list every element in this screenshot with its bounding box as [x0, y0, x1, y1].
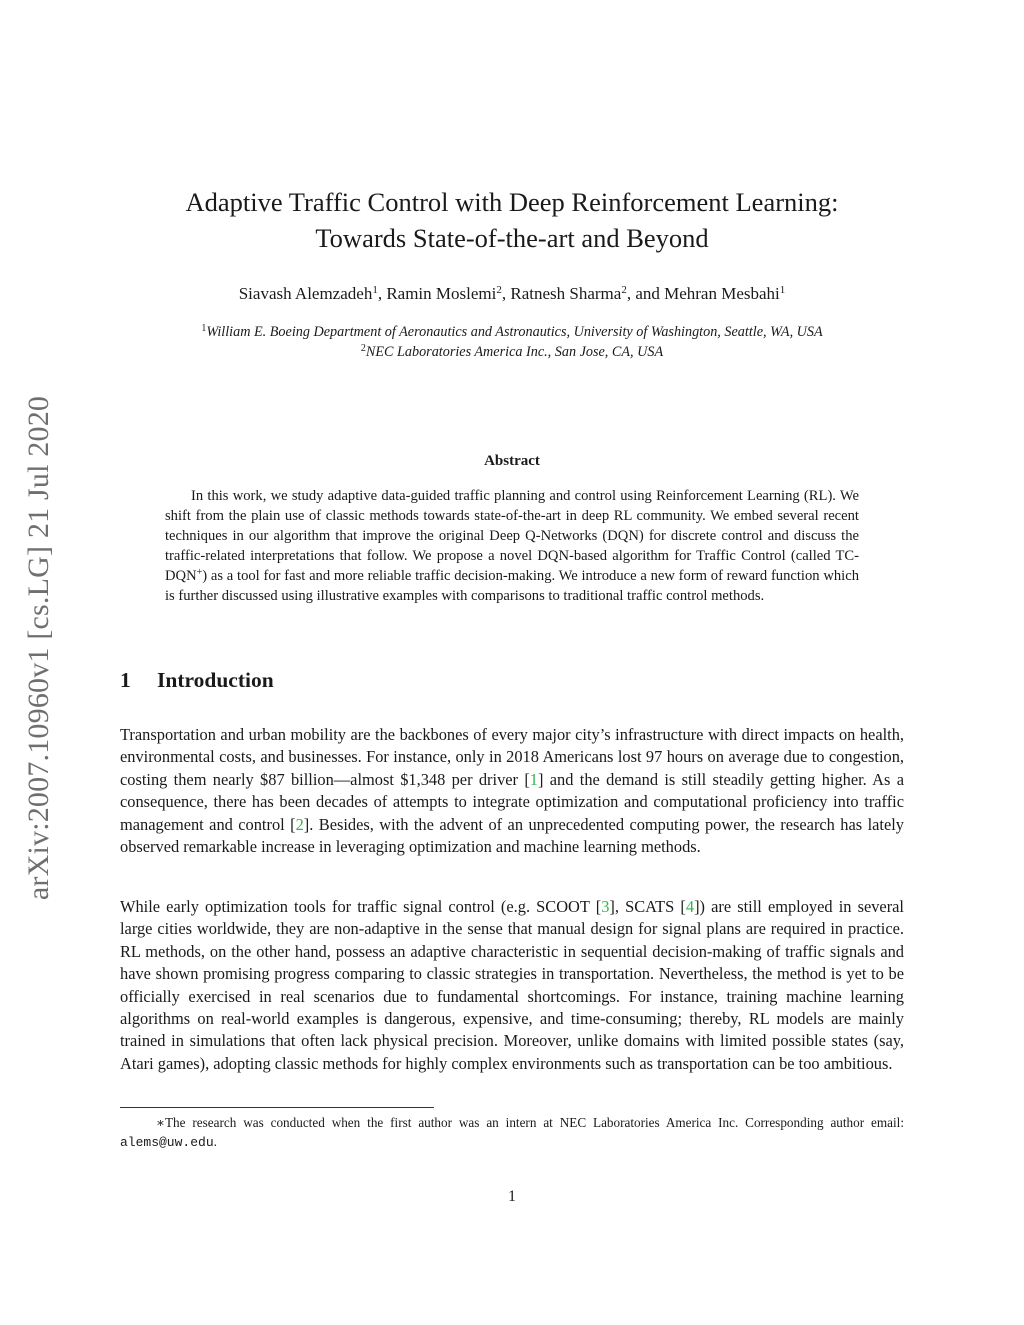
author-name: Ratnesh Sharma	[510, 284, 622, 303]
footnote-marker: ∗	[156, 1115, 165, 1130]
abstract-superscript: +	[196, 567, 203, 578]
paper-title	[120, 184, 904, 256]
body-paragraph	[120, 724, 904, 858]
title-line-1: Adaptive Traffic Control with Deep Reinforcement Learning:	[185, 187, 839, 217]
abstract-text	[165, 486, 859, 606]
citation-link[interactable]: 1	[529, 769, 538, 789]
paragraph-text: ] and the demand is still steadily getting higher. As a consequence, there has been decades of attempts to integrate optimization and computational proficiency into traffic management and control [	[120, 769, 904, 834]
author-name: Siavash Alemzadeh	[238, 284, 373, 303]
abstract-heading: Abstract	[484, 453, 540, 469]
abstract-text-part: In this work, we study adaptive data-guided traffic planning and control using Reinforcement Learning (RL). We shift from the plain use of classic methods towards state-of-the-art in deep RL community. We embed several recent techniques in our algorithm that improve the original Deep Q-Networks (DQN) for discrete control and discuss the traffic-related interpretations that follow. We propose a novel DQN-based algorithm for Traffic Control (called TC-DQN	[165, 488, 859, 584]
author-list	[120, 283, 904, 305]
author-affiliation-mark: 2	[621, 284, 627, 296]
footnote	[120, 1113, 904, 1152]
footnote-email[interactable]: alems@uw.edu	[120, 1135, 214, 1150]
citation-link[interactable]: 3	[601, 897, 610, 916]
footnote-text: The research was conducted when the first author was an intern at NEC Laboratories America Inc. Corresponding author email:	[164, 1115, 904, 1130]
author-separator: ,	[501, 284, 511, 303]
paragraph-text: ]. Besides, with the advent of an unprecedented computing power, the research has lately observed remarkable increase in leveraging optimization and machine learning methods.	[120, 814, 904, 857]
footnote-end: .	[213, 1134, 217, 1149]
title-line-2: Towards State-of-the-art and Beyond	[315, 223, 709, 253]
author-name: Mehran Mesbahi	[664, 284, 780, 303]
section-title: Introduction	[157, 668, 274, 692]
citation-link[interactable]: 2	[295, 814, 304, 834]
affiliation-text: William E. Boeing Department of Aeronautics and Astronautics, University of Washington, Seattle, WA, USA	[206, 324, 823, 340]
paragraph-text: ]) are still employed in several large cities worldwide, they are non-adaptive in the sense that manual design for signal plans are required in practice. RL methods, on the other hand, possess an adaptive characteristic in sequential decision-making of traffic signals and have shown promising progress comparing to classic strategies in transportation. Nevertheless, the method is yet to be officially exercised in real scenarios due to fundamental shortcomings. For instance, training machine learning algorithms on real-world examples is dangerous, expensive, and time-consuming; thereby, RL models are mainly trained in simulations that often lack physical precision. Moreover, unlike domains with limited possible states (say, Atari games), adopting classic methods for highly complex environments such as transportation can be too ambitious.	[120, 897, 904, 1073]
footnote-divider	[120, 1107, 434, 1108]
affiliation-mark: 1	[201, 323, 207, 334]
author-name: Ramin Moslemi	[386, 284, 497, 303]
affiliation-mark: 2	[360, 343, 366, 354]
affiliation-line	[120, 342, 904, 362]
section-number: 1	[120, 668, 131, 692]
paragraph-text: Transportation and urban mobility are the backbones of every major city’s infrastructure with direct impacts on health, environmental costs, and businesses. For instance, only in 2018 Americans lost 97 hours on average due to congestion, costing them nearly $87 billion—almost $1,348 per driver [	[120, 725, 904, 789]
author-affiliation-mark: 1	[372, 284, 378, 296]
paragraph-text: ], SCATS [	[609, 897, 686, 916]
author-affiliation-mark: 2	[496, 284, 502, 296]
affiliation-list	[120, 322, 904, 362]
body-paragraph	[120, 896, 904, 1075]
author-separator: ,	[377, 284, 387, 303]
abstract-text-part: ) as a tool for fast and more reliable traffic decision-making. We introduce a new form of reward function which is further discussed using illustrative examples with comparisons to traditional traffic control methods.	[165, 568, 859, 604]
citation-link[interactable]: 4	[685, 897, 695, 916]
affiliation-text: NEC Laboratories America Inc., San Jose, CA, USA	[365, 344, 664, 360]
page-number: 1	[508, 1188, 516, 1205]
affiliation-line	[120, 322, 904, 342]
paragraph-text: While early optimization tools for traffic signal control (e.g. SCOOT [	[120, 897, 602, 916]
author-separator: , and	[626, 284, 665, 303]
author-affiliation-mark: 1	[779, 284, 786, 296]
section-heading-introduction	[120, 668, 274, 693]
arxiv-identifier-stamp: arXiv:2007.10960v1 [cs.LG] 21 Jul 2020	[22, 395, 55, 901]
